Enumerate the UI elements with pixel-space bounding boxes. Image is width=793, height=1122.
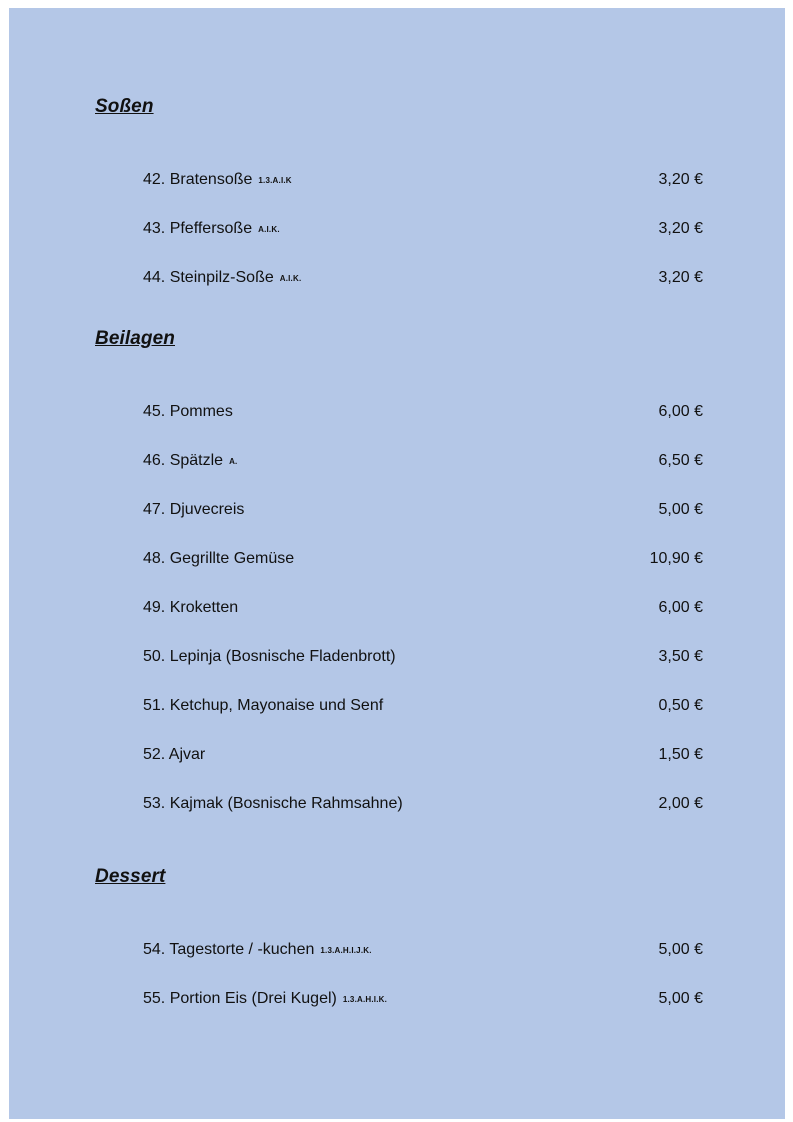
item-price: 2,00 €	[658, 795, 703, 812]
menu-item	[143, 269, 703, 291]
allergen-codes: A.	[229, 457, 238, 466]
item-price: 1,50 €	[658, 746, 703, 763]
menu-item	[143, 795, 703, 817]
section-heading-dessert: Dessert	[95, 866, 166, 887]
item-price: 3,20 €	[658, 171, 703, 188]
item-price: 6,00 €	[658, 599, 703, 616]
menu-item	[143, 403, 703, 425]
menu-item	[143, 941, 703, 963]
item-name-label: 45. Pommes	[143, 403, 233, 420]
allergen-codes: 1.3.A.H.I.J.K.	[320, 946, 372, 955]
item-name-label: 50. Lepinja (Bosnische Fladenbrott)	[143, 648, 396, 665]
menu-item	[143, 171, 703, 193]
allergen-codes: 1.3.A.H.I.K.	[342, 995, 388, 1004]
menu-item	[143, 220, 703, 242]
item-name-label: 43. Pfeffersoße A.I.K.	[143, 220, 280, 237]
section-heading-beilagen: Beilagen	[95, 328, 175, 349]
item-price: 3,50 €	[658, 648, 703, 665]
item-name-label: 46. Spätzle A.	[143, 452, 238, 469]
menu-page	[9, 8, 785, 1119]
item-name-label: 54. Tagestorte / -kuchen 1.3.A.H.I.J.K.	[143, 941, 372, 958]
item-price: 5,00 €	[658, 990, 703, 1007]
menu-item	[143, 648, 703, 670]
section-heading-sossen: Soßen	[95, 96, 154, 117]
item-price: 5,00 €	[658, 501, 703, 518]
menu-item	[143, 746, 703, 768]
item-price: 3,20 €	[658, 269, 703, 286]
item-name-label: 53. Kajmak (Bosnische Rahmsahne)	[143, 795, 403, 812]
item-name-label: 49. Kroketten	[143, 599, 239, 616]
menu-item	[143, 599, 703, 621]
allergen-codes: 1.3.A.I.K	[258, 176, 292, 185]
allergen-codes: A.I.K.	[279, 274, 302, 283]
menu-item	[143, 990, 703, 1012]
menu-item	[143, 501, 703, 523]
item-price: 6,50 €	[658, 452, 703, 469]
menu-item	[143, 452, 703, 474]
item-name-label: 47. Djuvecreis	[143, 501, 245, 518]
item-price: 5,00 €	[658, 941, 703, 958]
item-name-label: 55. Portion Eis (Drei Kugel) 1.3.A.H.I.K.	[143, 990, 388, 1007]
item-price: 3,20 €	[658, 220, 703, 237]
item-price: 10,90 €	[649, 550, 703, 567]
item-name-label: 51. Ketchup, Mayonaise und Senf	[143, 697, 384, 714]
item-name-label: 42. Bratensoße 1.3.A.I.K	[143, 171, 292, 188]
menu-item	[143, 550, 703, 572]
item-name-label: 44. Steinpilz-Soße A.I.K.	[143, 269, 302, 286]
allergen-codes: A.I.K.	[258, 225, 280, 234]
item-price: 0,50 €	[658, 697, 703, 714]
item-name-label: 52. Ajvar	[143, 746, 206, 763]
item-name-label: 48. Gegrillte Gemüse	[143, 550, 295, 567]
item-price: 6,00 €	[658, 403, 703, 420]
menu-item	[143, 697, 703, 719]
